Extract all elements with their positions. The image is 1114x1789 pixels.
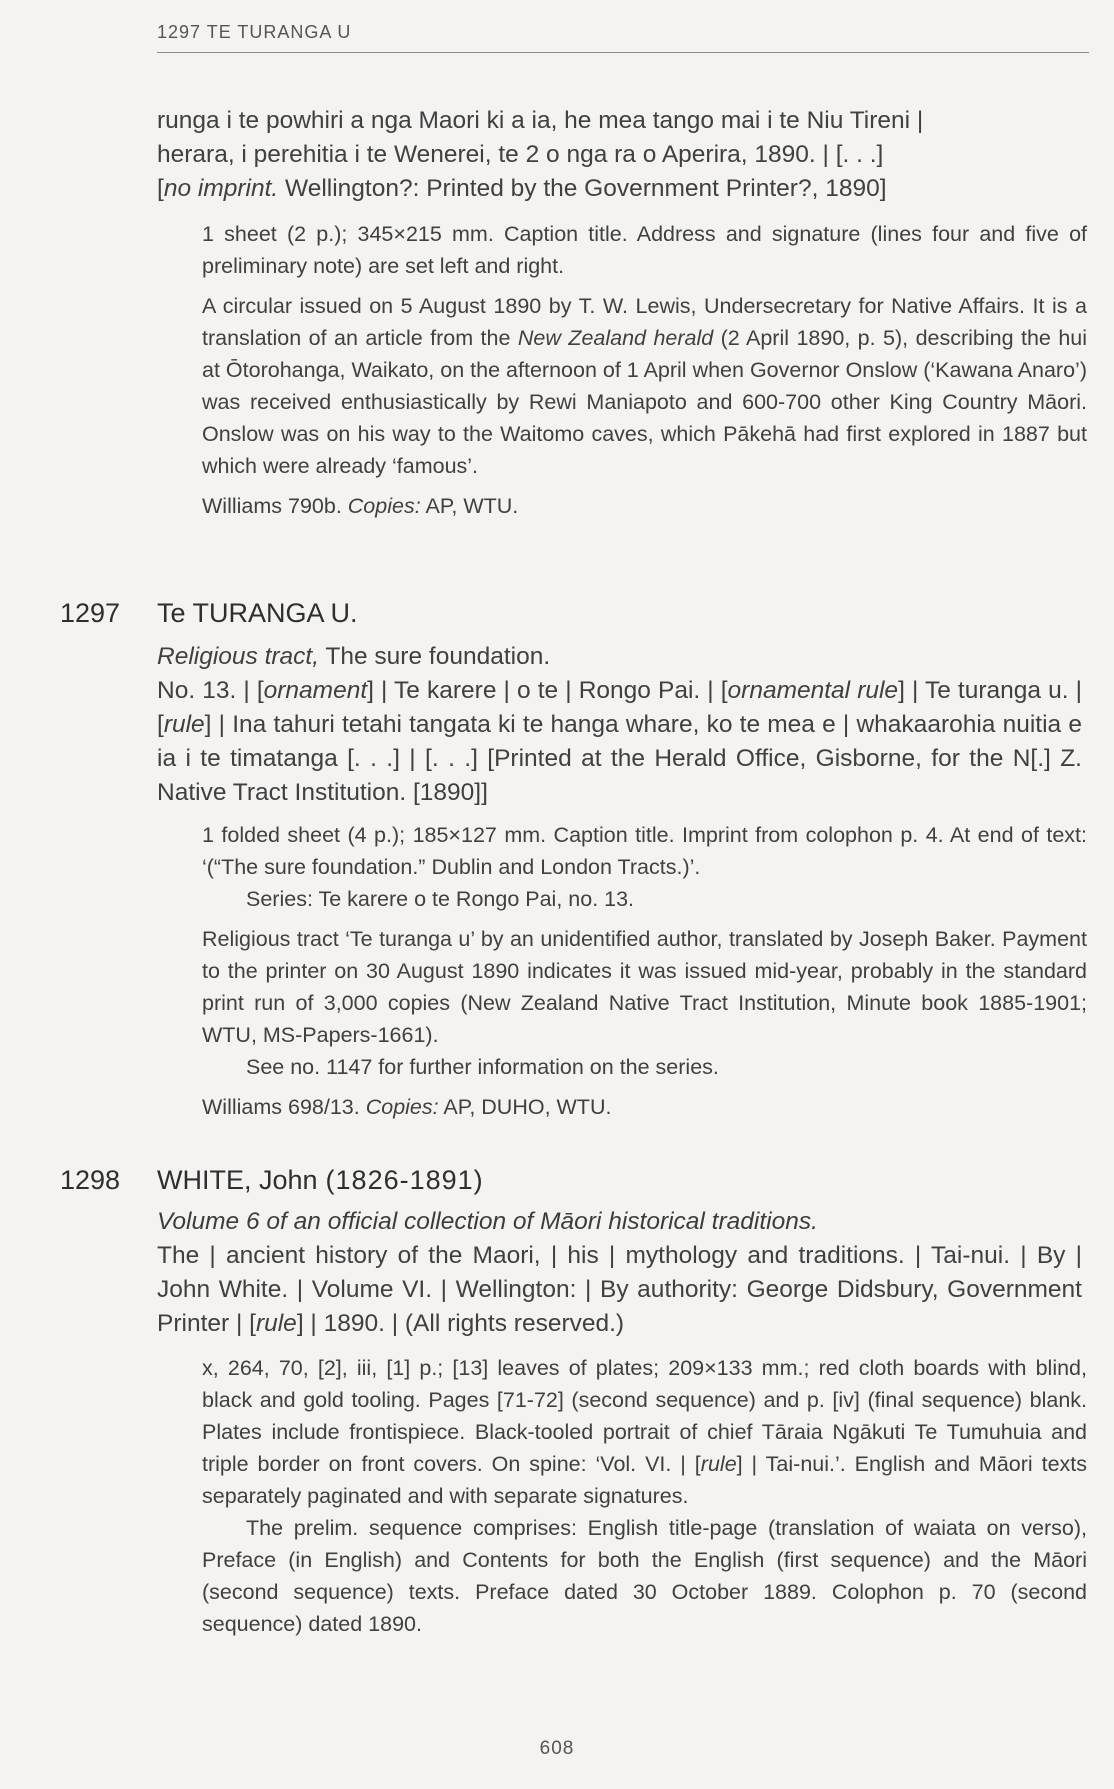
entry-1297-notes bbox=[202, 819, 1087, 1131]
physical-description: 1 folded sheet (4 p.); 185×127 mm. Caption title. Imprint from colophon p. 4. At end of text: ‘(“The sure foundation.” Dublin and London Tracts.)’. bbox=[202, 823, 1087, 879]
entry-number: 1298 bbox=[60, 1165, 121, 1195]
carry-over-title bbox=[157, 104, 1057, 206]
imprint-italic: no imprint. bbox=[163, 175, 279, 202]
author-dates: (1826-1891) bbox=[325, 1165, 484, 1195]
carry-reference: Williams 790b. Copies: AP, WTU. bbox=[202, 494, 519, 518]
page-number: 608 bbox=[539, 1738, 575, 1759]
history-note: Religious tract ‘Te turanga u’ by an unidentified author, translated by Joseph Baker. Payment to the printer on 30 August 1890 indicates it was issued mid-year, probably in the standard print run of 3,000 copies (New Zealand Native Tract Institution, Minute book 1885-1901; WTU, MS-Papers-1661). bbox=[202, 927, 1087, 1047]
carry-title-line-2: herara, i perehitia i te Wenerei, te 2 o nga ra o Aperira, 1890. | [. . .] bbox=[157, 141, 884, 168]
newspaper-title: New Zealand herald bbox=[517, 326, 714, 350]
entry-1297-heading bbox=[0, 598, 1114, 638]
physical-description: x, 264, 70, [2], iii, [1] p.; [13] leaves of plates; 209×133 mm.; red cloth boards with blind, black and gold tooling. Pages [71-72] (second sequence) and p. [iv] (final sequence) blank. Plates include frontispiece. Black-tooled portrait of chief Tāraia Ngākuti Te Tumuhuia and triple border on front covers. On spine: ‘Vol. VI. | [rule] | Tai-nui.’. English and Māori texts separately paginated and with separate signatures. bbox=[202, 1356, 1087, 1508]
header-rule bbox=[157, 52, 1089, 53]
carry-physical-description: 1 sheet (2 p.); 345×215 mm. Caption title. Address and signature (lines four and five of preliminary note) are set left and right. bbox=[202, 222, 1087, 278]
entry-number: 1297 bbox=[60, 598, 121, 628]
carry-title-line-1: runga i te powhiri a nga Maori ki a ia, he mea tango mai i te Niu Tireni | bbox=[157, 107, 924, 134]
entry-author: WHITE, John bbox=[157, 1165, 318, 1195]
entry-author: Te TURANGA U. bbox=[157, 598, 358, 628]
carry-notes bbox=[202, 218, 1087, 530]
carry-note: A circular issued on 5 August 1890 by T. W. Lewis, Undersecretary for Native Affairs. It is a translation of an article from the New Zealand herald (2 April 1890, p. 5), describing the hui at Ōtorohanga, Waikato, on the afternoon of 1 April when Governor Onslow (‘Kawana Anaro’) was received enthusiastically by Rewi Maniapoto and 600-700 other King Country Māori. Onslow was on his way to the Waitomo caves, which Pākehā had first explored in 1887 but which were already ‘famous’. bbox=[202, 294, 1088, 478]
entry-1297-title bbox=[157, 640, 1082, 810]
uniform-title: Religious tract, The sure foundation. bbox=[157, 643, 551, 670]
transcription: The | ancient history of the Maori, | his | mythology and traditions. | Tai-nui. | By | John White. | Volume VI. | Wellington: | By authority: George Didsbury, Government Printer | [rule] | 1890. | (All rights reserved.) bbox=[157, 1242, 1082, 1337]
see-also-note: See no. 1147 for further information on the series. bbox=[246, 1055, 719, 1079]
uniform-title: Volume 6 of an official collection of Māori historical traditions. bbox=[157, 1208, 818, 1235]
series-note: Series: Te karere o te Rongo Pai, no. 13. bbox=[246, 887, 635, 911]
entry-1298-notes bbox=[202, 1352, 1087, 1648]
entry-1298-title bbox=[157, 1205, 1082, 1341]
prelim-note: The prelim. sequence comprises: English title-page (translation of waiata on verso), Preface (in English) and Contents for both the English (first sequence) and the Māori (second sequence) texts. Preface dated 30 October 1889. Colophon p. 70 (second sequence) dated 1890. bbox=[202, 1516, 1087, 1636]
running-head: 1297 TE TURANGA U bbox=[157, 22, 352, 42]
carry-imprint: [no imprint. Wellington?: Printed by the Government Printer?, 1890] bbox=[157, 175, 887, 202]
entry-1298-heading bbox=[0, 1165, 1114, 1205]
transcription: No. 13. | [ornament] | Te karere | o te | Rongo Pai. | [ornamental rule] | Te turanga u. | [rule] | Ina tahuri tetahi tangata ki te hanga whare, ko te mea e | whakaarohia nuitia e ia i te timatanga [. . .] | [. . .] [Printed at the Herald Office, Gisborne, for the N[.] Z. Native Tract Institution. [1890]] bbox=[157, 677, 1083, 806]
reference: Williams 698/13. Copies: AP, DUHO, WTU. bbox=[202, 1095, 612, 1119]
